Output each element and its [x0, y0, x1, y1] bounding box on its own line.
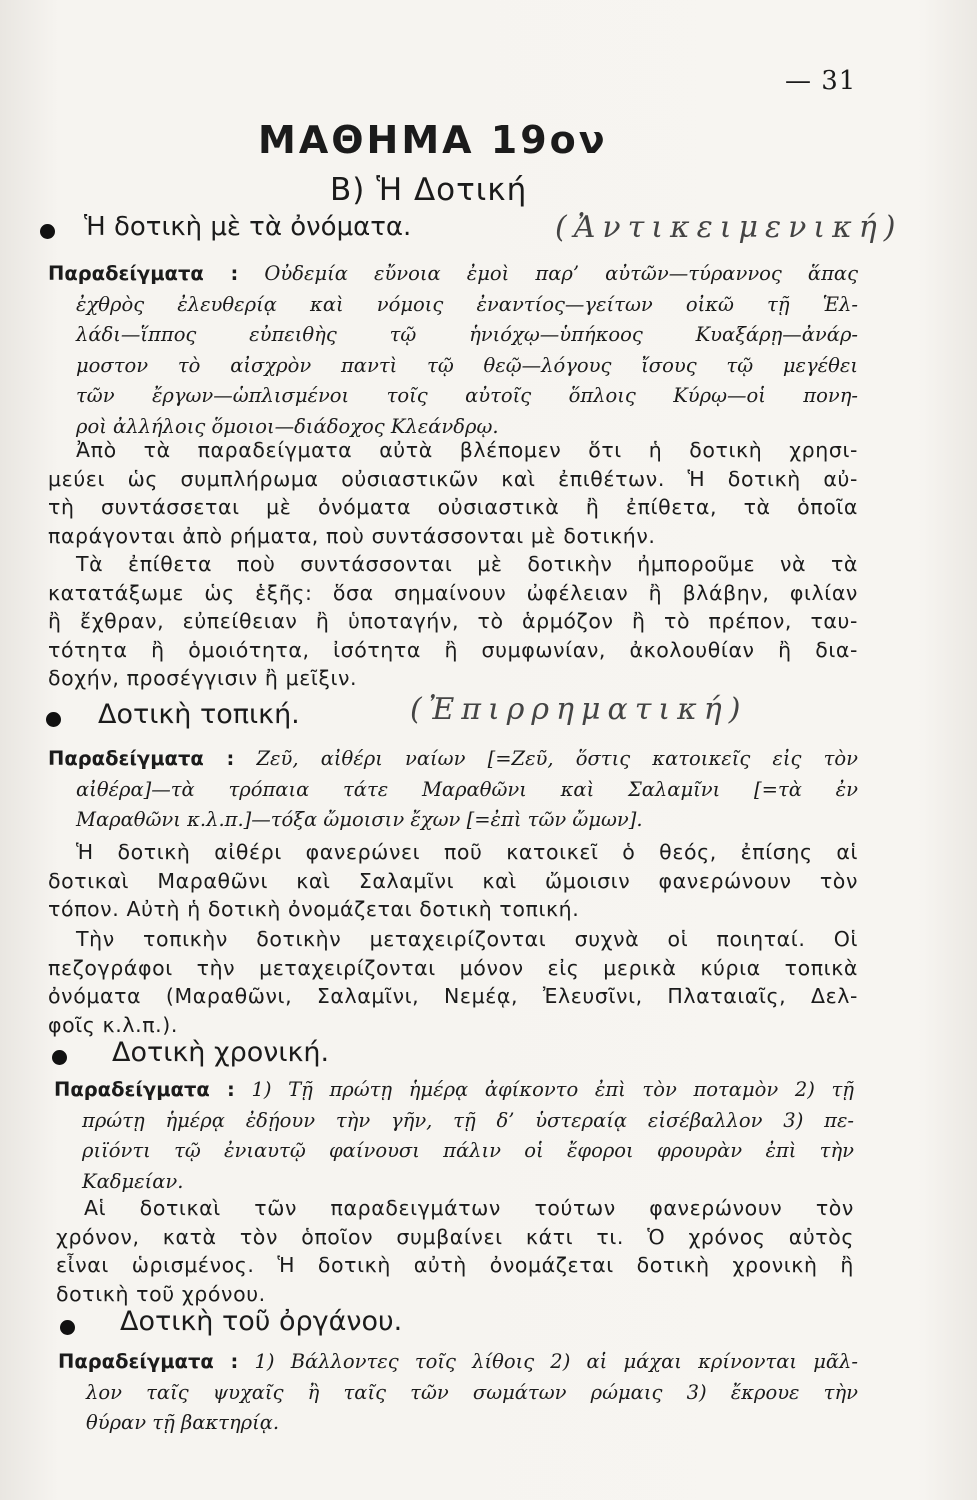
- paragraph: [48, 550, 858, 693]
- text-line: Ἀπὸ τὰ παραδείγματα αὐτὰ βλέπομεν ὅτι ἡ δοτικὴ χρησι-: [76, 438, 858, 462]
- text-line: ὀνόματα (Μαραθῶνι, Σαλαμῖνι, Νεμέᾳ, Ἐλευσῖνι, Πλαταιαῖς, Δελ-: [48, 984, 858, 1008]
- section-heading-instrumental: Δοτικὴ τοῦ ὀργάνου.: [120, 1306, 403, 1337]
- section-heading-temporal: Δοτικὴ χρονική.: [112, 1037, 330, 1068]
- text-line: μεύει ὡς συμπλήρωμα οὐσιαστικῶν καὶ ἐπιθέτων. Ἡ δοτικὴ αὐ-: [48, 466, 858, 491]
- examples-block: [48, 259, 858, 442]
- lesson-subtitle: Β) Ἡ Δοτική: [330, 172, 528, 208]
- examples-block: [54, 1075, 854, 1197]
- handwritten-note: (Ἀντικειμενική): [555, 210, 903, 245]
- text-line: Τὰ ἐπίθετα ποὺ συντάσσονται μὲ δοτικὴν ἠμποροῦμε νὰ τὰ: [76, 552, 858, 576]
- examples-label: Παραδείγματα :: [48, 262, 239, 285]
- text-line: δοχήν, προσέγγισιν ἢ μεῖξιν.: [48, 666, 358, 690]
- example-line: ριϊόντι τῷ ἐνιαυτῷ φαίνουσι πάλιν οἱ ἔφοροι φρουρὰν ἐπὶ τὴν: [82, 1139, 854, 1162]
- paragraph: [48, 838, 858, 924]
- text-line: Ἡ δοτικὴ αἰθέρι φανερώνει ποῦ κατοικεῖ ὁ θεός, ἐπίσης αἱ: [76, 840, 858, 864]
- examples-label: Παραδείγματα :: [54, 1078, 235, 1101]
- text-line: Τὴν τοπικὴν δοτικὴν μεταχειρίζονται συχνὰ οἱ ποιηταί. Οἱ: [76, 927, 858, 951]
- bullet-icon: [60, 1320, 75, 1335]
- example-line: πρώτῃ ἡμέρᾳ ἐδῄουν τὴν γῆν, τῇ δ’ ὑστεραίᾳ εἰσέβαλλον 3) πε-: [82, 1108, 854, 1132]
- text-line: φοῖς κ.λ.π.).: [48, 1012, 178, 1037]
- example-line: Ζεῦ, αἰθέρι ναίων [=Ζεῦ, ὅστις κατοικεῖς εἰς τὸν: [256, 747, 858, 770]
- example-line: 1) Βάλλοντες τοῖς λίθοις 2) αἱ μάχαι κρίνονται μᾶλ-: [254, 1350, 858, 1373]
- text-line: δοτικὴ τοῦ χρόνου.: [56, 1281, 266, 1306]
- text-line: τὴ συντάσσεται μὲ ὀνόματα οὐσιαστικὰ ἢ ἐπίθετα, τὰ ὁποῖα: [48, 495, 858, 519]
- example-line: λάδι—ἵππος εὐπειθὴς τῷ ἡνιόχῳ—ὑπήκοος Κυαξάρῃ—ἀνάρ-: [76, 323, 858, 346]
- paragraph: [56, 1194, 854, 1308]
- example-line: μοστον τὸ αἰσχρὸν παντὶ τῷ θεῷ—λόγους ἴσους τῷ μεγέθει: [76, 353, 858, 377]
- text-line: τόπον. Αὐτὴ ἡ δοτικὴ ὀνομάζεται δοτικὴ τοπική.: [48, 897, 580, 921]
- example-line: Καδμείαν.: [82, 1169, 184, 1193]
- handwritten-note: (Ἐπιρρηματική): [410, 692, 748, 727]
- example-line: λον ταῖς ψυχαῖς ἢ ταῖς τῶν σωμάτων ρώμαις 3) ἔκρουε τὴν: [86, 1380, 858, 1404]
- example-line: θύραν τῇ βακτηρίᾳ.: [86, 1411, 280, 1434]
- text-line: παράγονται ἀπὸ ρήματα, ποὺ συντάσσονται μὲ δοτικήν.: [48, 523, 656, 548]
- text-line: εἶναι ὡρισμένος. Ἡ δοτικὴ αὐτὴ ὀνομάζεται δοτικὴ χρονικὴ ἢ: [56, 1253, 854, 1277]
- example-line: Οὐδεμία εὔνοια ἐμοὶ παρ’ αὐτῶν—τύραννος ἅπας: [264, 262, 858, 285]
- text-line: χρόνον, κατὰ τὸν ὁποῖον συμβαίνει κάτι τι. Ὁ χρόνος αὐτὸς: [56, 1224, 854, 1249]
- bullet-icon: [46, 712, 61, 727]
- section-heading-locative: Δοτικὴ τοπική.: [98, 699, 300, 730]
- section-heading-nouns: Ἡ δοτικὴ μὲ τὰ ὀνόματα.: [84, 212, 412, 242]
- examples-block: [48, 744, 858, 836]
- example-line: αἰθέρα]—τὰ τρόπαια τάτε Μαραθῶνι καὶ Σαλαμῖνι [=τὰ ἐν: [76, 777, 858, 801]
- text-line: κατατάξωμε ὡς ἑξῆς: ὅσα σημαίνουν ὠφέλειαν ἢ βλάβην, φιλίαν: [48, 580, 858, 605]
- example-line: ροὶ ἀλλήλοις ὅμοιοι—διάδοχος Κλεάνδρῳ.: [76, 414, 499, 438]
- text-line: δοτικαὶ Μαραθῶνι καὶ Σαλαμῖνι καὶ ὤμοισιν φανερώνουν τὸν: [48, 868, 858, 893]
- bullet-icon: [52, 1050, 67, 1065]
- text-line: ἢ ἔχθραν, εὐπείθειαν ἢ ὑποταγήν, τὸ ἁρμόζον ἢ τὸ πρέπον, ταυ-: [48, 609, 858, 633]
- paragraph: [48, 436, 858, 550]
- example-line: 1) Τῇ πρώτῃ ἡμέρᾳ ἀφίκοντο ἐπὶ τὸν ποταμὸν 2) τῇ: [251, 1078, 854, 1101]
- text-line: πεζογράφοι τὴν μεταχειρίζονται μόνον εἰς μερικὰ κύρια τοπικὰ: [48, 955, 858, 980]
- example-line: Μαραθῶνι κ.λ.π.]—τόξα ὤμοισιν ἔχων [=ἐπὶ τῶν ὤμων].: [76, 808, 643, 831]
- example-line: ἐχθρὸς ἐλευθερίᾳ καὶ νόμοις ἐναντίος—γείτων οἰκῶ τῇ Ἑλ-: [76, 292, 858, 316]
- examples-block: [58, 1347, 858, 1439]
- paragraph: [48, 925, 858, 1039]
- lesson-title: ΜΑΘΗΜΑ 19ον: [258, 118, 608, 162]
- examples-label: Παραδείγματα :: [48, 747, 235, 770]
- page-number: — 31: [785, 66, 857, 96]
- text-line: Αἱ δοτικαὶ τῶν παραδειγμάτων τούτων φανερώνουν τὸν: [84, 1196, 854, 1220]
- examples-label: Παραδείγματα :: [58, 1350, 239, 1373]
- text-line: τότητα ἢ ὁμοιότητα, ἰσότητα ἢ συμφωνίαν, ἀκολουθίαν ἢ δια-: [48, 637, 858, 662]
- example-line: τῶν ἔργων—ὡπλισμένοι τοῖς αὐτοῖς ὅπλοις Κύρῳ—οἱ πονη-: [76, 384, 858, 407]
- bullet-icon: [40, 224, 55, 239]
